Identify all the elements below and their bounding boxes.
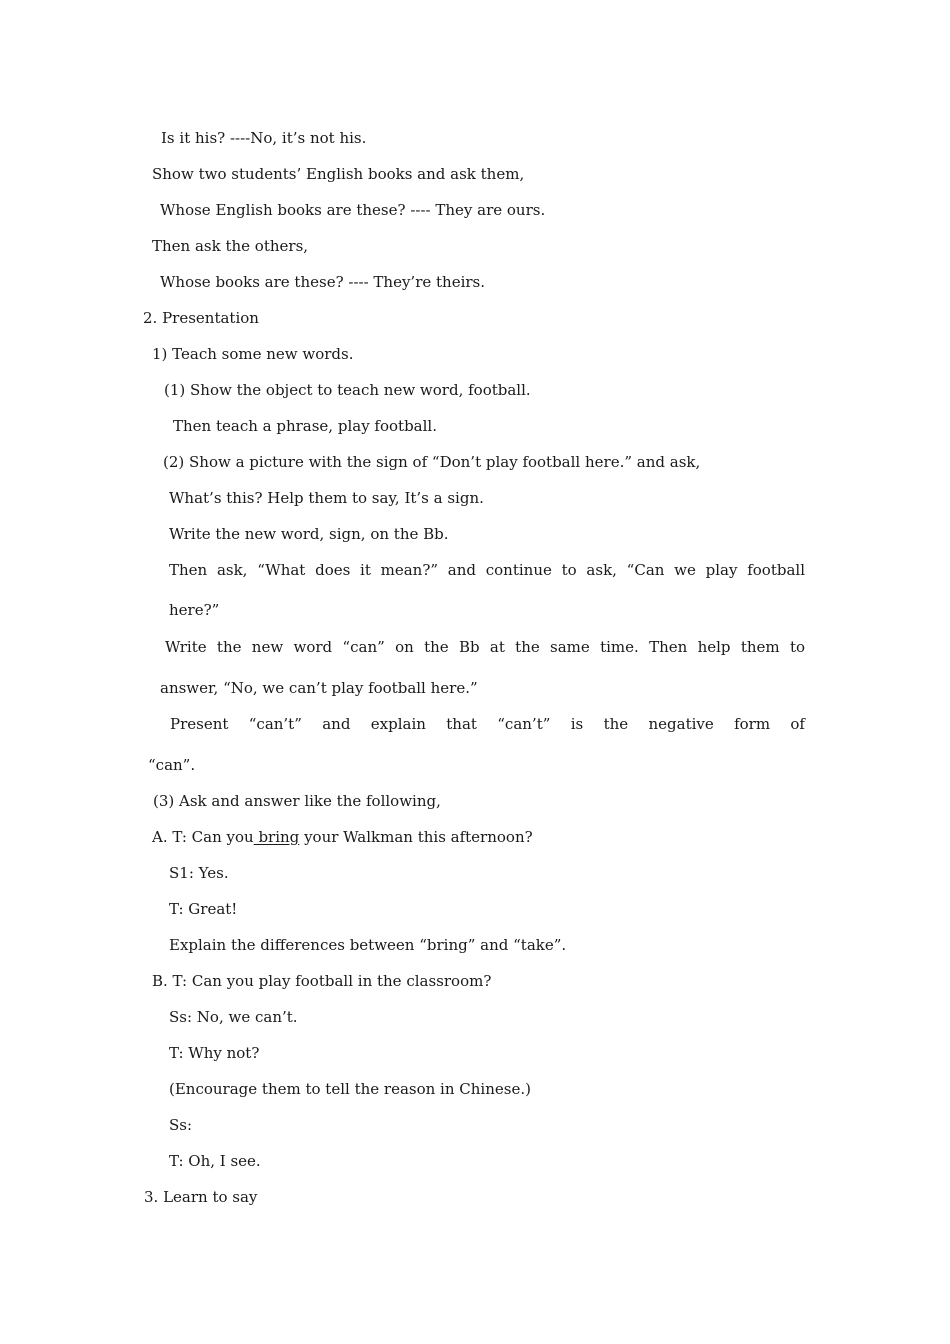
text-line: What’s this? Help them to say, It’s a sign. — [169, 489, 484, 507]
text-line: Ss: No, we can’t. — [169, 1008, 298, 1026]
text-line: Show two students’ English books and ask them, — [152, 165, 525, 183]
text-line: Then ask the others, — [152, 237, 309, 255]
text-line: (1) Show the object to teach new word, football. — [164, 381, 531, 399]
text-segment: your Walkman this afternoon? — [299, 828, 533, 846]
text-line: Is it his? ----No, it’s not his. — [161, 129, 367, 147]
text-line: here?” — [169, 601, 220, 619]
text-line: T: Why not? — [169, 1044, 260, 1062]
text-line: “can”. — [148, 756, 196, 774]
text-line: (2) Show a picture with the sign of “Don’t play football here.” and ask, — [163, 453, 701, 471]
text-line: 1) Teach some new words. — [152, 345, 354, 363]
text-line: (3) Ask and answer like the following, — [153, 792, 441, 810]
text-line: T: Great! — [169, 900, 238, 918]
section-heading: 3. Learn to say — [144, 1188, 258, 1206]
text-line: Explain the differences between “bring” and “take”. — [169, 936, 567, 954]
text-line: Ss: — [169, 1116, 193, 1134]
underlined-word: bring — [253, 828, 300, 846]
text-line: (Encourage them to tell the reason in Chinese.) — [169, 1080, 531, 1098]
text-line: Whose books are these? ---- They’re theirs. — [160, 273, 486, 291]
text-line: Write the new word “can” on the Bb at the same time. Then help them to — [165, 638, 805, 656]
text-line: Write the new word, sign, on the Bb. — [169, 525, 449, 543]
text-line: answer, “No, we can’t play football here.” — [160, 679, 478, 697]
text-line: Present “can’t” and explain that “can’t” is the negative form of — [170, 715, 805, 733]
text-line: S1: Yes. — [169, 864, 229, 882]
text-line — [152, 827, 533, 847]
text-line: B. T: Can you play football in the classroom? — [152, 972, 492, 990]
text-line: Then teach a phrase, play football. — [173, 417, 437, 435]
text-line: T: Oh, I see. — [169, 1152, 261, 1170]
text-segment: A. T: Can you — [152, 828, 254, 846]
section-heading: 2. Presentation — [143, 309, 259, 327]
text-line: Then ask, “What does it mean?” and continue to ask, “Can we play football — [169, 561, 805, 579]
text-line: Whose English books are these? ---- They are ours. — [160, 201, 546, 219]
